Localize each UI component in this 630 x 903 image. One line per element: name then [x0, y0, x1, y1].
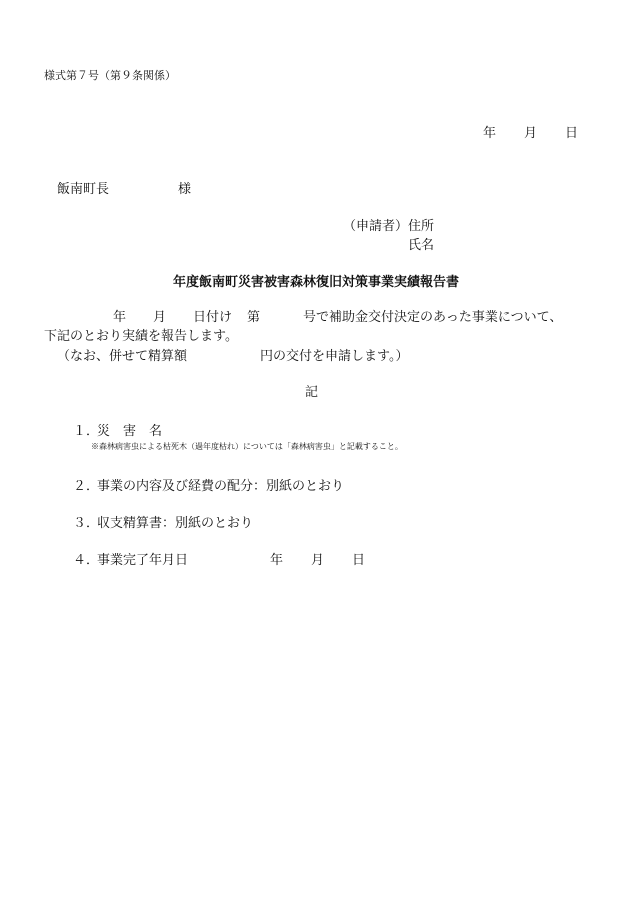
ki-heading: 記	[305, 385, 319, 400]
body-line3-open: （なお、併せて精算額	[57, 349, 188, 364]
body-dated: 日付け	[193, 310, 233, 325]
body-line3-close: 円の交付を申請します。）	[260, 349, 409, 364]
body-rest: 号で補助金交付決定のあった事業について、	[303, 310, 563, 325]
item-2-number: ２．	[73, 479, 100, 494]
body-number-prefix: 第	[247, 310, 261, 325]
item-4-label: 事業完了年月日	[97, 553, 189, 568]
top-date-year: 年	[483, 126, 497, 141]
item-2-label: 事業の内容及び経費の配分：別紙のとおり	[97, 479, 345, 494]
body-line2: 下記のとおり実績を報告します。	[44, 329, 238, 344]
addressee-name: 飯南町長	[57, 182, 110, 197]
addressee-honorific: 様	[178, 182, 192, 197]
item-3-number: ３．	[73, 516, 100, 531]
form-number: 様式第７号（第９条関係）	[44, 69, 176, 82]
top-date-day: 日	[565, 126, 579, 141]
body-year: 年	[113, 310, 127, 325]
item-1-label: 災 害 名	[97, 424, 163, 439]
item-4-number: ４．	[73, 553, 100, 568]
applicant-address-label: 住所	[408, 219, 435, 234]
item-4-month: 月	[311, 553, 325, 568]
item-1-number: １．	[73, 424, 100, 439]
item-3-label: 収支精算書：別紙のとおり	[97, 516, 254, 531]
body-month: 月	[153, 310, 167, 325]
applicant-name-label: 氏名	[408, 238, 435, 253]
item-4-year: 年	[270, 553, 284, 568]
top-date-month: 月	[524, 126, 538, 141]
document-title: 年度飯南町災害被害森林復旧対策事業実績報告書	[173, 275, 460, 290]
item-1-note: ※森林病害虫による枯死木（過年度枯れ）については「森林病害虫」と記載すること。	[91, 442, 403, 451]
item-4-day: 日	[352, 553, 366, 568]
applicant-label: （申請者）	[343, 219, 409, 234]
